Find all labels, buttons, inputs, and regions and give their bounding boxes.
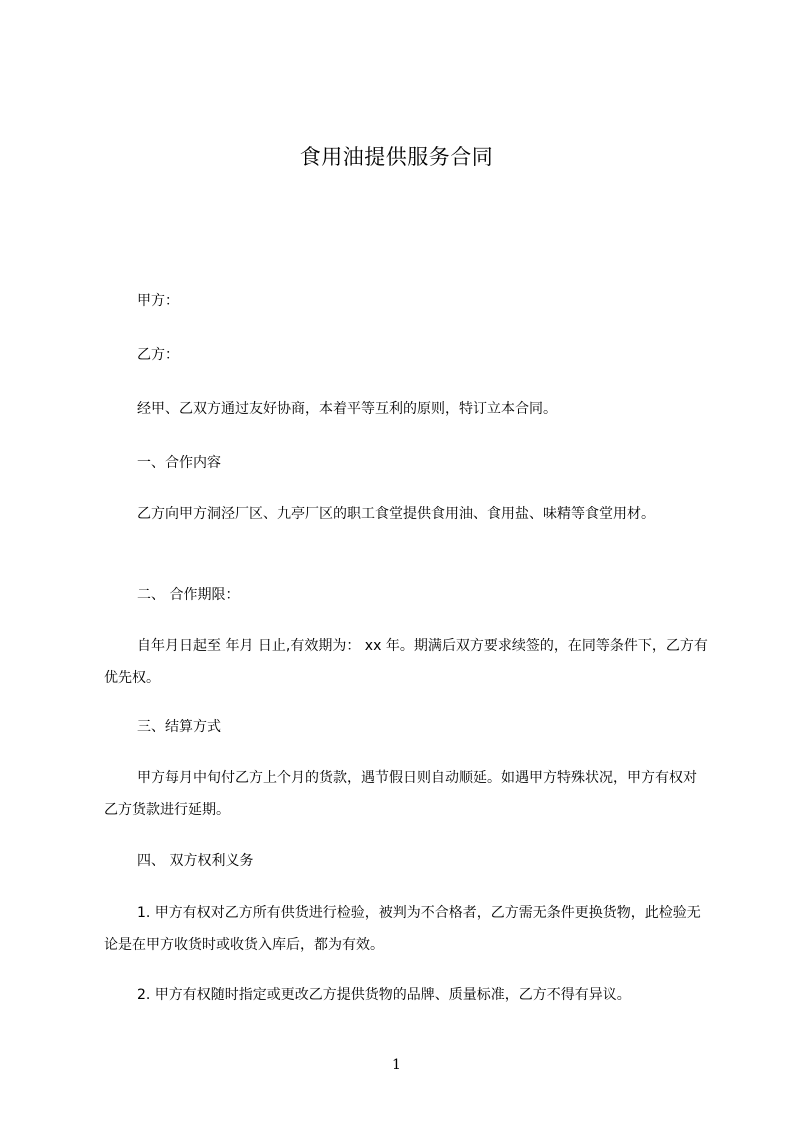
section-4-item-1: 1. 甲方有权对乙方所有供货进行检验，被判为不合格者，乙方需无条件更换货物，此检验无论是在甲方收货时或收货入库后，都为有效。 (104, 905, 701, 953)
section-4-item-2: 2. 甲方有权随时指定或更改乙方提供货物的品牌、质量标准，乙方不得有异议。 (137, 987, 631, 1003)
preamble-text: 经甲、乙双方通过友好协商，本着平等互利的原则，特订立本合同。 (137, 401, 557, 417)
party-b-label: 乙方： (137, 347, 179, 363)
document-title: 食用油提供服务合同 (299, 145, 494, 169)
section-2-heading: 二、 合作期限： (137, 587, 240, 603)
section-4-heading: 四、 双方权利义务 (137, 853, 254, 869)
section-3-body: 甲方每月中旬付乙方上个月的货款，遇节假日则自动顺延。如遇甲方特殊状况，甲方有权对乙方货款进行延期。 (104, 770, 697, 818)
section-1-heading: 一、合作内容 (137, 455, 221, 471)
page-number: 1 (392, 1057, 401, 1073)
party-a-label: 甲方： (137, 293, 179, 309)
section-1-body: 乙方向甲方洞泾厂区、九亭厂区的职工食堂提供食用油、食用盐、味精等食堂用材。 (137, 506, 655, 522)
section-2-body: 自年月日起至 年月 日止,有效期为： xx 年。期满后双方要求续签的，在同等条件下，乙方有优先权。 (104, 638, 708, 686)
section-3-heading: 三、结算方式 (137, 719, 221, 735)
